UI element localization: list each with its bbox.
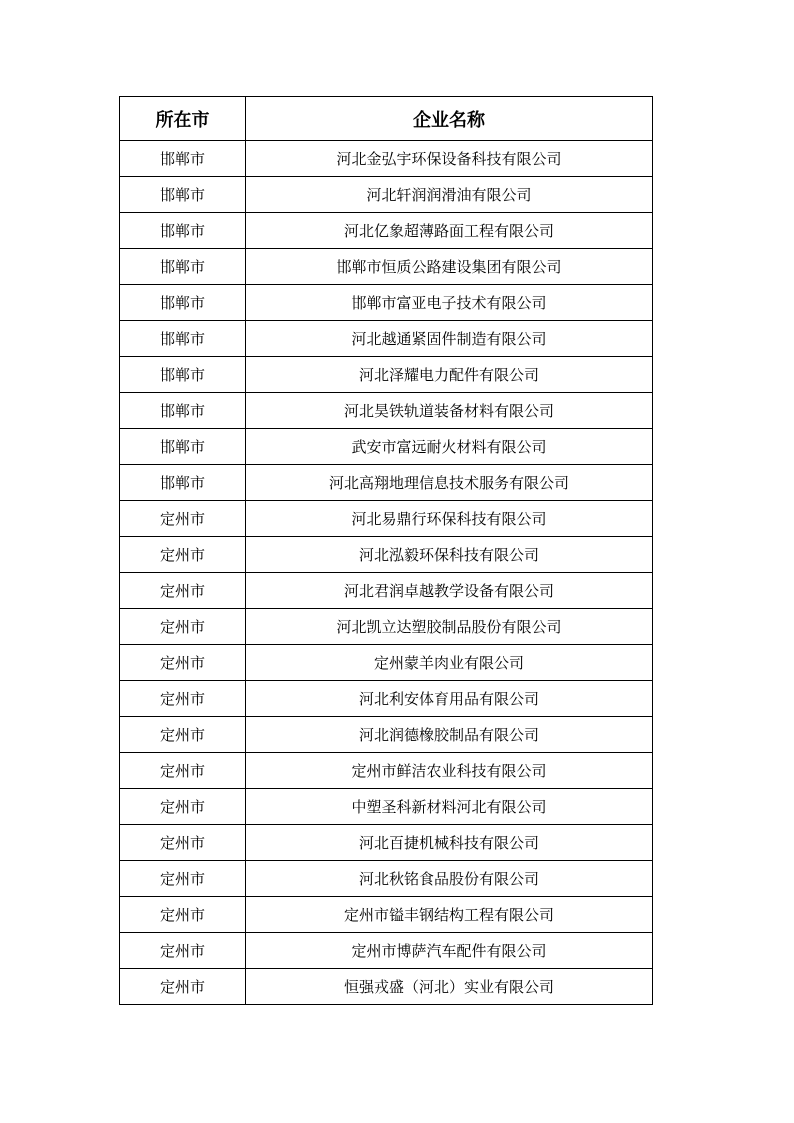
city-cell: 定州市 [120, 609, 246, 645]
table-row [120, 933, 653, 969]
table-row [120, 429, 653, 465]
company-name-cell: 河北亿象超薄路面工程有限公司 [246, 213, 653, 249]
city-cell: 定州市 [120, 681, 246, 717]
city-cell: 定州市 [120, 573, 246, 609]
city-cell: 定州市 [120, 825, 246, 861]
company-name-cell: 武安市富远耐火材料有限公司 [246, 429, 653, 465]
table-row [120, 717, 653, 753]
table-row [120, 393, 653, 429]
city-cell: 邯郸市 [120, 285, 246, 321]
company-name-cell: 河北高翔地理信息技术服务有限公司 [246, 465, 653, 501]
city-cell: 定州市 [120, 753, 246, 789]
city-cell: 邯郸市 [120, 213, 246, 249]
table-header-row [120, 97, 653, 141]
table-row [120, 825, 653, 861]
city-cell: 邯郸市 [120, 249, 246, 285]
company-name-cell: 邯郸市恒质公路建设集团有限公司 [246, 249, 653, 285]
company-name-cell: 河北金弘宇环保设备科技有限公司 [246, 141, 653, 177]
table-row [120, 609, 653, 645]
table-row [120, 897, 653, 933]
table-row [120, 357, 653, 393]
table-row [120, 501, 653, 537]
city-cell: 定州市 [120, 537, 246, 573]
company-name-cell: 定州市鲜洁农业科技有限公司 [246, 753, 653, 789]
city-cell: 邯郸市 [120, 321, 246, 357]
table-row [120, 321, 653, 357]
table-row [120, 573, 653, 609]
company-name-cell: 河北凯立达塑胶制品股份有限公司 [246, 609, 653, 645]
company-name-cell: 河北利安体育用品有限公司 [246, 681, 653, 717]
table-row [120, 645, 653, 681]
company-name-cell: 定州市镒丰钢结构工程有限公司 [246, 897, 653, 933]
company-name-cell: 定州蒙羊肉业有限公司 [246, 645, 653, 681]
company-name-cell: 河北易鼎行环保科技有限公司 [246, 501, 653, 537]
table-row [120, 141, 653, 177]
city-cell: 邯郸市 [120, 141, 246, 177]
table-row [120, 789, 653, 825]
city-cell: 邯郸市 [120, 357, 246, 393]
table-row [120, 465, 653, 501]
table-row [120, 285, 653, 321]
table-row [120, 177, 653, 213]
city-cell: 定州市 [120, 969, 246, 1005]
company-name-cell: 河北轩润润滑油有限公司 [246, 177, 653, 213]
table-row [120, 861, 653, 897]
company-column-header: 企业名称 [246, 97, 653, 141]
table-row [120, 753, 653, 789]
table-row [120, 681, 653, 717]
company-name-cell: 河北泽耀电力配件有限公司 [246, 357, 653, 393]
company-name-cell: 河北越通紧固件制造有限公司 [246, 321, 653, 357]
city-column-header: 所在市 [120, 97, 246, 141]
company-name-cell: 定州市博萨汽车配件有限公司 [246, 933, 653, 969]
city-cell: 邯郸市 [120, 429, 246, 465]
table-body [120, 141, 653, 1005]
company-name-cell: 邯郸市富亚电子技术有限公司 [246, 285, 653, 321]
company-name-cell: 河北秋铭食品股份有限公司 [246, 861, 653, 897]
company-name-cell: 中塑圣科新材料河北有限公司 [246, 789, 653, 825]
company-name-cell: 河北泓毅环保科技有限公司 [246, 537, 653, 573]
table-row [120, 969, 653, 1005]
company-name-cell: 河北昊铁轨道装备材料有限公司 [246, 393, 653, 429]
city-cell: 定州市 [120, 789, 246, 825]
company-name-cell: 河北君润卓越教学设备有限公司 [246, 573, 653, 609]
city-cell: 定州市 [120, 897, 246, 933]
table-row [120, 249, 653, 285]
city-cell: 邯郸市 [120, 177, 246, 213]
city-cell: 邯郸市 [120, 393, 246, 429]
city-cell: 定州市 [120, 645, 246, 681]
city-cell: 定州市 [120, 933, 246, 969]
company-name-cell: 恒强戎盛（河北）实业有限公司 [246, 969, 653, 1005]
city-cell: 定州市 [120, 501, 246, 537]
company-name-cell: 河北润德橡胶制品有限公司 [246, 717, 653, 753]
city-cell: 定州市 [120, 717, 246, 753]
table-row [120, 537, 653, 573]
company-name-cell: 河北百捷机械科技有限公司 [246, 825, 653, 861]
company-table [119, 96, 653, 1005]
table-row [120, 213, 653, 249]
city-cell: 邯郸市 [120, 465, 246, 501]
city-cell: 定州市 [120, 861, 246, 897]
